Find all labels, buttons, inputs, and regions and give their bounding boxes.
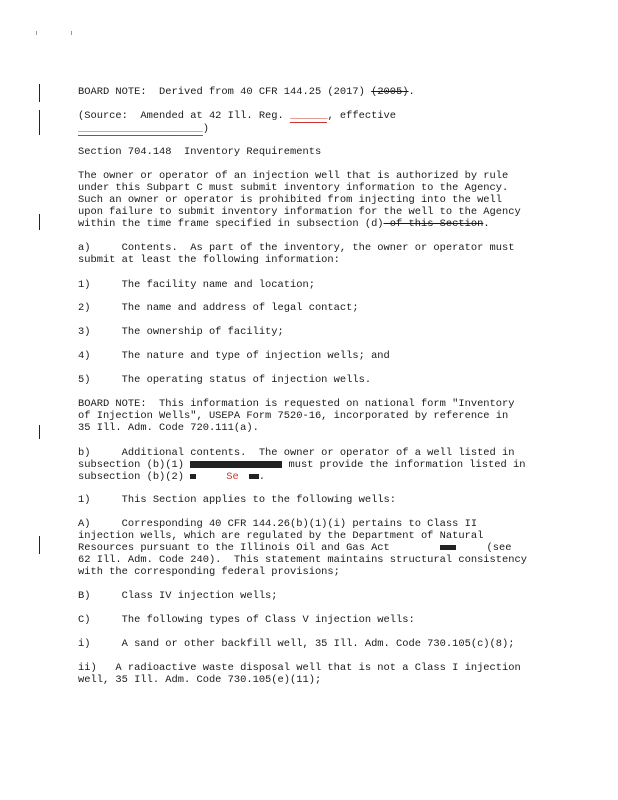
subparagraph-A	[78, 518, 548, 578]
list-item: 1) This Section applies to the following wells:	[78, 494, 397, 506]
redaction-mark	[190, 474, 196, 479]
para-line: well, 35 Ill. Adm. Code 730.105(e)(11);	[78, 674, 322, 687]
para-line: subsection (b)(1) must provide the information listed in	[78, 459, 526, 472]
board-note-derived: BOARD NOTE: Derived from 40 CFR 144.25 (2017) (2005).	[78, 86, 415, 98]
para-line: subsection (b)(2) Se .	[78, 471, 265, 484]
revision-bar	[39, 84, 40, 102]
list-item: i) A sand or other backfill well, 35 Ill. Adm. Code 730.105(c)(8);	[78, 638, 515, 650]
source-note: (Source: Amended at 42 Ill. Reg. ______, effective ____________________)	[78, 110, 397, 136]
list-item: 4) The nature and type of injection wells; and	[78, 350, 390, 362]
intro-line: upon failure to submit inventory information for the well to the Agency	[78, 206, 521, 219]
revision-bar	[39, 214, 40, 230]
scan-speck	[36, 31, 37, 35]
intro-paragraph	[78, 170, 548, 230]
revision-bar	[39, 110, 40, 135]
para-line: A) Corresponding 40 CFR 144.26(b)(1)(i) pertains to Class II	[78, 518, 478, 530]
para-line: with the corresponding federal provisions;	[78, 566, 340, 579]
list-item: 1) The facility name and location;	[78, 279, 315, 291]
para-line: Resources pursuant to the Illinois Oil and Gas Act (see	[78, 542, 512, 555]
para-line: ii) A radioactive waste disposal well that is not a Class I injection	[78, 662, 521, 674]
section-heading: Section 704.148 Inventory Requirements	[78, 146, 322, 158]
revision-bar	[39, 425, 40, 439]
para-line: injection wells, which are regulated by the Department of Natural	[78, 530, 484, 543]
list-item: 5) The operating status of injection wells.	[78, 374, 372, 386]
intro-line: under this Subpart C must submit inventory information to the Agency.	[78, 182, 509, 195]
intro-line: The owner or operator of an injection well that is authorized by rule	[78, 170, 509, 182]
note-line: BOARD NOTE: This information is requested on national form "Inventory	[78, 398, 515, 410]
redaction-mark	[249, 474, 259, 479]
para-line: 62 Ill. Adm. Code 240). This statement maintains structural consistency	[78, 554, 527, 567]
board-note-form	[78, 398, 548, 434]
para-line: a) Contents. As part of the inventory, the owner or operator must	[78, 242, 515, 254]
intro-line: within the time frame specified in subsection (d) of this Section.	[78, 218, 490, 231]
paragraph-a	[78, 242, 548, 266]
revision-bar	[39, 536, 40, 554]
list-item: 2) The name and address of legal contact;	[78, 302, 359, 314]
para-line: b) Additional contents. The owner or operator of a well listed in	[78, 447, 515, 459]
list-item	[78, 662, 548, 686]
scan-speck	[71, 31, 72, 35]
paragraph-b	[78, 447, 548, 483]
redaction-mark	[190, 461, 282, 468]
list-item: B) Class IV injection wells;	[78, 590, 278, 602]
redaction-mark	[440, 545, 456, 550]
note-line: of Injection Wells", USEPA Form 7520-16, incorporated by reference in	[78, 410, 509, 423]
list-item: C) The following types of Class V injection wells:	[78, 614, 415, 626]
para-line: submit at least the following information:	[78, 254, 340, 267]
note-line: 35 Ill. Adm. Code 720.111(a).	[78, 422, 259, 435]
intro-line: Such an owner or operator is prohibited from injecting into the well	[78, 194, 503, 207]
list-item: 3) The ownership of facility;	[78, 326, 284, 338]
